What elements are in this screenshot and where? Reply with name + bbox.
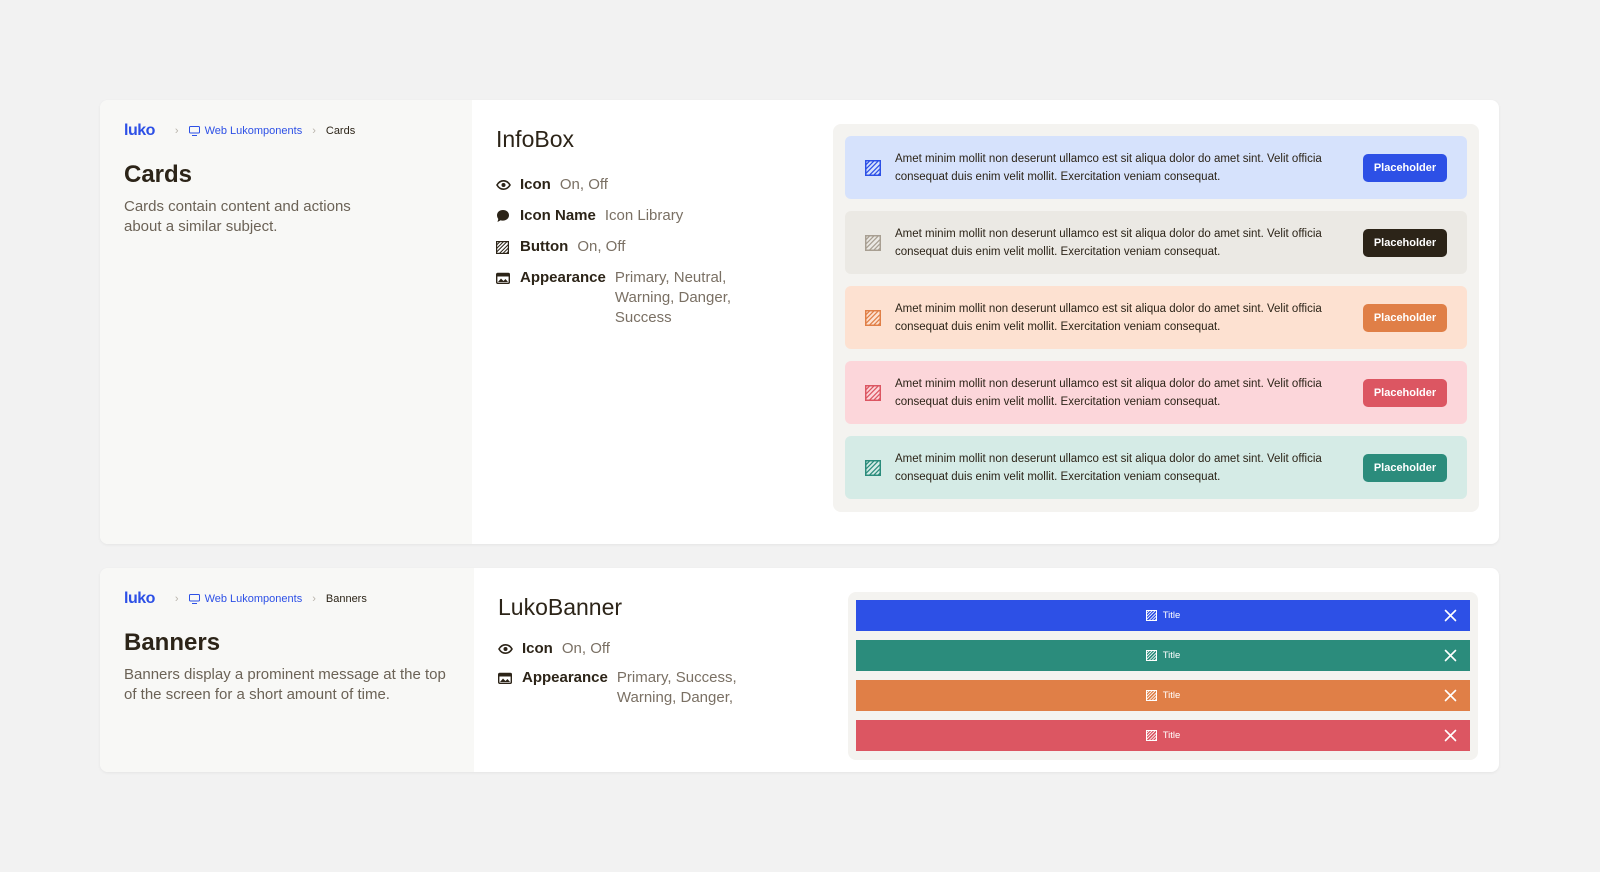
- prop-row: [496, 268, 808, 328]
- component-title: LukoBanner: [498, 594, 623, 620]
- placeholder-button[interactable]: Placeholder: [1363, 304, 1447, 332]
- monitor-icon: [189, 594, 200, 604]
- hatched-square-icon: [496, 237, 512, 257]
- monitor-icon: [189, 126, 200, 136]
- luko-logo[interactable]: luko: [124, 122, 155, 139]
- breadcrumb: [124, 591, 450, 607]
- prop-name: Icon Name: [520, 207, 596, 224]
- page-title: Banners: [124, 629, 221, 656]
- chevron-right-icon: ›: [312, 125, 316, 137]
- component-props-panel: [474, 568, 849, 772]
- page-description: Cards contain content and actions about a similar subject.: [124, 198, 351, 235]
- banner-success: [856, 640, 1470, 671]
- hatched-square-icon: [865, 160, 881, 176]
- prop-name: Appearance: [522, 669, 608, 686]
- banner-preview: [848, 592, 1478, 760]
- prop-value: Primary, Success, Warning, Danger,: [616, 669, 737, 706]
- prop-row: [496, 206, 808, 226]
- eye-icon: [496, 175, 512, 195]
- hatched-square-icon: [865, 460, 881, 476]
- eye-icon: [498, 639, 514, 659]
- chevron-right-icon: ›: [174, 593, 179, 605]
- hatched-square-icon: [865, 385, 881, 401]
- close-icon[interactable]: [1443, 688, 1458, 703]
- banner-title: Title: [1162, 650, 1181, 661]
- cards-intro-panel: [100, 100, 472, 544]
- infobox-text: Amet minim mollit non deserunt ullamco est sit aliqua dolor do amet sint. Velit officia consequat duis enim velit mollit. Exercitation veniam consequat.: [895, 302, 1322, 333]
- breadcrumb-current: Cards: [325, 125, 356, 137]
- chevron-right-icon: ›: [174, 125, 179, 137]
- prop-value: Primary, Neutral, Warning, Danger, Success: [614, 269, 732, 326]
- breadcrumb-link-label: Web Lukomponents: [204, 125, 303, 137]
- page-title: Cards: [124, 161, 193, 188]
- banners-intro-panel: [100, 568, 474, 772]
- breadcrumb-current: Banners: [325, 593, 367, 605]
- prop-name: Icon: [520, 176, 551, 193]
- hatched-square-icon: [865, 235, 881, 251]
- prop-value: On, Off: [561, 640, 610, 657]
- breadcrumb-link[interactable]: [189, 125, 303, 137]
- banner-title: Title: [1162, 690, 1181, 701]
- banners-doc-card: [100, 568, 1499, 772]
- hatched-square-icon: [1146, 730, 1157, 741]
- infobox-preview: [833, 124, 1479, 512]
- prop-row: [496, 175, 808, 195]
- hatched-square-icon: [1146, 610, 1157, 621]
- infobox-text: Amet minim mollit non deserunt ullamco est sit aliqua dolor do amet sint. Velit officia consequat duis enim velit mollit. Exercitation veniam consequat.: [895, 152, 1322, 183]
- prop-value: On, Off: [577, 238, 626, 255]
- banner-title: Title: [1162, 730, 1181, 741]
- image-icon: [496, 268, 512, 288]
- component-title: InfoBox: [496, 126, 574, 152]
- prop-row: [498, 668, 825, 708]
- page-description: Banners display a prominent message at the top of the screen for a short amount of time.: [124, 666, 446, 703]
- infobox-danger: [845, 361, 1467, 424]
- close-icon[interactable]: [1443, 608, 1458, 623]
- prop-value: On, Off: [559, 176, 608, 193]
- breadcrumb-link-label: Web Lukomponents: [204, 593, 303, 605]
- breadcrumb-link[interactable]: [189, 593, 303, 605]
- cards-doc-card: [100, 100, 1499, 544]
- close-icon[interactable]: [1443, 728, 1458, 743]
- placeholder-button[interactable]: Placeholder: [1363, 379, 1447, 407]
- prop-name: Appearance: [520, 269, 606, 286]
- infobox-success: [845, 436, 1467, 499]
- placeholder-button[interactable]: Placeholder: [1363, 229, 1447, 257]
- prop-row: [498, 639, 825, 659]
- banner-primary: [856, 600, 1470, 631]
- banner-title: Title: [1162, 610, 1181, 621]
- close-icon[interactable]: [1443, 648, 1458, 663]
- image-icon: [498, 668, 514, 688]
- hatched-square-icon: [1146, 650, 1157, 661]
- infobox-text: Amet minim mollit non deserunt ullamco est sit aliqua dolor do amet sint. Velit officia consequat duis enim velit mollit. Exercitation veniam consequat.: [895, 377, 1322, 408]
- prop-name: Button: [520, 238, 569, 255]
- prop-row: [496, 237, 808, 257]
- infobox-warning: [845, 286, 1467, 349]
- placeholder-button[interactable]: Placeholder: [1363, 454, 1447, 482]
- component-props-panel: [472, 100, 832, 544]
- chevron-right-icon: ›: [312, 593, 316, 605]
- infobox-text: Amet minim mollit non deserunt ullamco est sit aliqua dolor do amet sint. Velit officia consequat duis enim velit mollit. Exercitation veniam consequat.: [895, 227, 1322, 258]
- banner-danger: [856, 720, 1470, 751]
- luko-logo[interactable]: luko: [124, 590, 155, 607]
- hatched-square-icon: [865, 310, 881, 326]
- hatched-square-icon: [1146, 690, 1157, 701]
- placeholder-button[interactable]: Placeholder: [1363, 154, 1447, 182]
- breadcrumb: [124, 123, 448, 139]
- infobox-neutral: [845, 211, 1467, 274]
- prop-name: Icon: [522, 640, 553, 657]
- prop-value: Icon Library: [604, 207, 684, 224]
- infobox-primary: [845, 136, 1467, 199]
- chat-bubble-icon: [496, 206, 512, 226]
- infobox-text: Amet minim mollit non deserunt ullamco est sit aliqua dolor do amet sint. Velit officia consequat duis enim velit mollit. Exercitation veniam consequat.: [895, 452, 1322, 483]
- banner-warning: [856, 680, 1470, 711]
